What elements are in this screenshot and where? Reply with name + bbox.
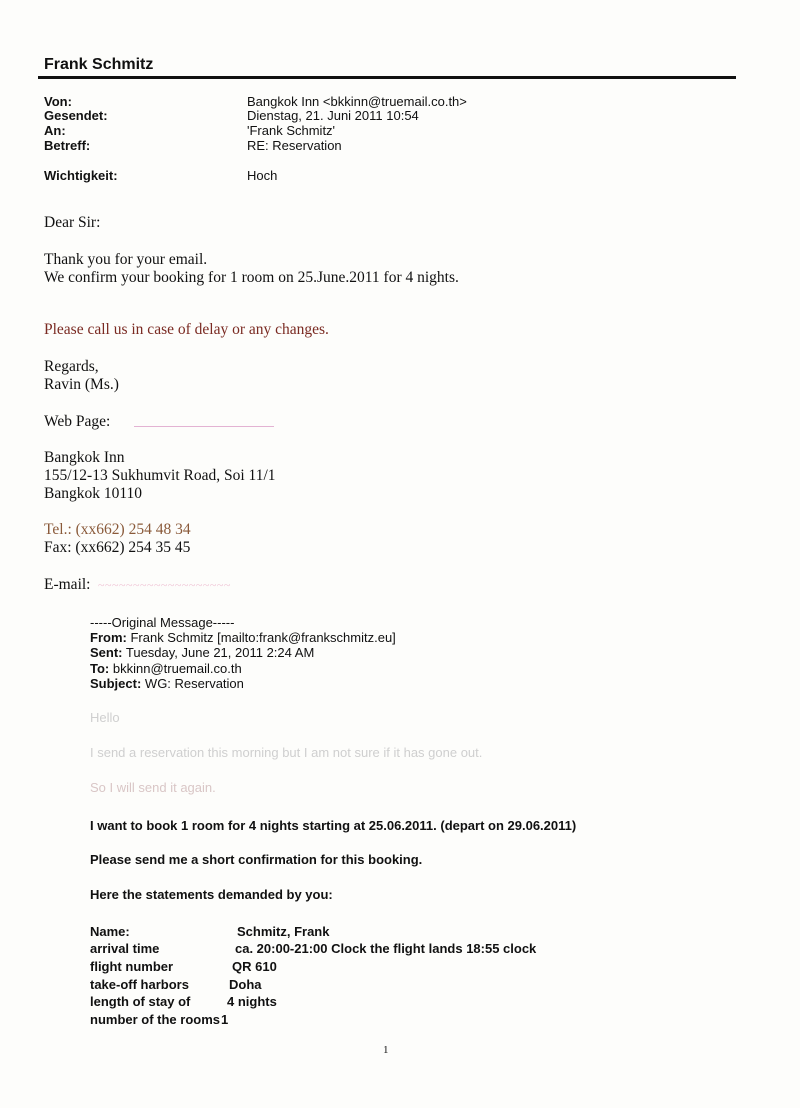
orig-from-row	[90, 630, 396, 645]
detail-value-rooms: 1	[221, 1012, 229, 1027]
booking-confirm-line: We confirm your booking for 1 room on 25.June.2011 for 4 nights.	[44, 269, 459, 286]
greeting: Dear Sir:	[44, 214, 101, 231]
orig-subject-row	[90, 676, 244, 691]
regards-line: Regards,	[44, 358, 99, 375]
orig-subject-value: WG: Reservation	[144, 676, 244, 691]
from-value: Bangkok Inn <bkkinn@truemail.co.th>	[247, 94, 467, 109]
detail-label-flight: flight number	[90, 959, 174, 974]
detail-value-takeoff: Doha	[229, 977, 262, 992]
detail-value-arrival: ca. 20:00-21:00 Clock the flight lands 18:55 clock	[235, 941, 537, 956]
hotel-address-line2: Bangkok 10110	[44, 485, 143, 502]
to-value: 'Frank Schmitz'	[247, 123, 336, 138]
orig-from-label: From:	[90, 630, 127, 645]
orig-confirm-line: Please send me a short confirmation for this booking.	[90, 852, 423, 867]
signer-line: Ravin (Ms.)	[44, 376, 119, 393]
orig-sent-value: Tuesday, June 21, 2011 2:24 AM	[125, 645, 315, 660]
orig-to-row	[90, 661, 242, 676]
orig-book-line: I want to book 1 room for 4 nights starting at 25.06.2011. (depart on 29.06.2011)	[90, 818, 577, 833]
tel-line: Tel.: (xx662) 254 48 34	[44, 521, 191, 538]
orig-hello: Hello	[90, 710, 120, 725]
detail-label-arrival: arrival time	[90, 941, 160, 956]
detail-label-name: Name:	[90, 924, 130, 939]
orig-to-label: To:	[90, 661, 110, 676]
thank-you-line: Thank you for your email.	[44, 251, 208, 268]
email-label: E-mail:	[44, 576, 91, 593]
web-page-link[interactable]	[134, 426, 274, 427]
importance-value: Hoch	[247, 168, 278, 183]
from-label: Von:	[44, 94, 72, 109]
orig-to-value: bkkinn@truemail.co.th	[112, 661, 242, 676]
detail-label-stay: length of stay of	[90, 994, 191, 1009]
to-label: An:	[44, 123, 66, 138]
orig-faint-line1: I send a reservation this morning but I am not sure if it has gone out.	[90, 745, 483, 760]
subject-label: Betreff:	[44, 138, 91, 153]
orig-sent-row	[90, 645, 314, 660]
call-note: Please call us in case of delay or any changes.	[44, 321, 329, 338]
orig-faint-line2: So I will send it again.	[90, 780, 216, 795]
detail-label-takeoff: take-off harbors	[90, 977, 189, 992]
sent-label: Gesendet:	[44, 108, 108, 123]
orig-sent-label: Sent:	[90, 645, 123, 660]
page-number: 1	[383, 1044, 389, 1056]
sent-value: Dienstag, 21. Juni 2011 10:54	[247, 108, 419, 123]
detail-value-stay: 4 nights	[227, 994, 277, 1009]
email-link-faded[interactable]: ~~~~~~~~~~~~~~~~~~~	[98, 578, 231, 592]
orig-statements-line: Here the statements demanded by you:	[90, 887, 333, 902]
orig-subject-label: Subject:	[90, 676, 142, 691]
orig-from-value: Frank Schmitz [mailto:frank@frankschmitz.eu]	[130, 630, 396, 645]
fax-line: Fax: (xx662) 254 35 45	[44, 539, 191, 556]
hotel-name: Bangkok Inn	[44, 449, 125, 466]
web-page-label: Web Page:	[44, 413, 111, 430]
header-rule	[38, 76, 736, 79]
detail-value-flight: QR 610	[232, 959, 277, 974]
subject-value: RE: Reservation	[247, 138, 342, 153]
importance-label: Wichtigkeit:	[44, 168, 118, 183]
hotel-address-line1: 155/12-13 Sukhumvit Road, Soi 11/1	[44, 467, 276, 484]
detail-label-rooms: number of the rooms	[90, 1012, 221, 1027]
detail-value-name: Schmitz, Frank	[237, 924, 330, 939]
original-message-marker: -----Original Message-----	[90, 615, 235, 630]
sender-name-title: Frank Schmitz	[44, 56, 154, 73]
